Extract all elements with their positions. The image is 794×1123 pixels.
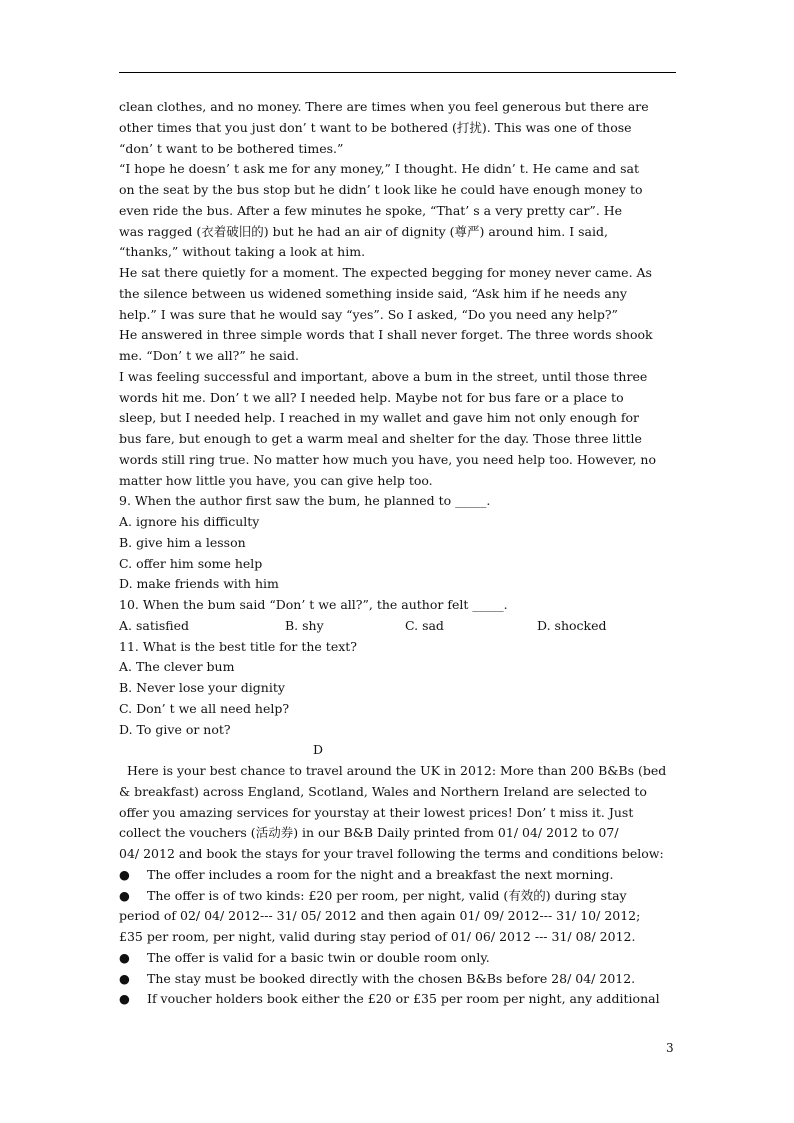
bullet-icon: ● xyxy=(119,970,130,986)
terms-item xyxy=(119,886,679,907)
passage-c xyxy=(119,97,679,491)
question-9 xyxy=(119,491,679,595)
terms-text: The offer is valid for a basic twin or double room only. xyxy=(147,949,490,965)
answer-option-c: C. Don’ t we all need help? xyxy=(119,700,290,716)
passage-line: sleep, but I needed help. I reached in my wallet and gave him not only enough for xyxy=(119,410,639,426)
answer-option-a: A. ignore his difficulty xyxy=(119,514,260,529)
passage-line: “thanks,” without taking a look at him. xyxy=(119,244,366,260)
intro-line: 04/ 2012 and book the stays for your travel following the terms and conditions below: xyxy=(119,846,664,861)
passage-line: was ragged (衣着破旧的) but he had an air of dignity (尊严) around him. I said, xyxy=(119,223,608,239)
answer-option-b: B. give him a lesson xyxy=(119,534,246,550)
question-stem: 11. What is the best title for the text? xyxy=(119,638,357,654)
answer-option-c: C. offer him some help xyxy=(119,555,263,571)
terms-text: The offer includes a room for the night and a breakfast the next morning. xyxy=(147,866,614,882)
terms-text: The stay must be booked directly with the chosen B&Bs before 28/ 04/ 2012. xyxy=(147,970,636,986)
passage-line: He sat there quietly for a moment. The expected begging for money never came. As xyxy=(119,265,652,280)
passage-line: clean clothes, and no money. There are times when you feel generous but there are xyxy=(119,99,649,114)
answer-option-b: B. shy xyxy=(285,617,324,633)
passage-line: He answered in three simple words that I shall never forget. The three words shook xyxy=(119,327,653,343)
terms-text: If voucher holders book either the £20 or £35 per room per night, any additional xyxy=(147,991,660,1007)
bullet-icon: ● xyxy=(119,887,130,903)
intro-line: & breakfast) across England, Scotland, Wales and Northern Ireland are selected to xyxy=(119,783,647,799)
passage-line: the silence between us widened something inside said, “Ask him if he needs any xyxy=(119,285,627,301)
answer-option-d: D. shocked xyxy=(537,617,607,633)
passage-line: on the seat by the bus stop but he didn’ t look like he could have enough money to xyxy=(119,182,643,197)
intro-line: offer you amazing services for yourstay at their lowest prices! Don’ t miss it. Just xyxy=(119,804,634,820)
passage-line: other times that you just don’ t want to be bothered (打扰). This was one of those xyxy=(119,119,632,135)
document-page xyxy=(119,97,679,1010)
answer-option-b: B. Never lose your dignity xyxy=(119,680,285,695)
passage-line: help.” I was sure that he would say “yes”. So I asked, “Do you need any help?” xyxy=(119,306,618,322)
passage-line: me. “Don’ t we all?” he said. xyxy=(119,348,299,363)
intro-line: Here is your best chance to travel around the UK in 2012: More than 200 B&Bs (bed xyxy=(119,763,667,778)
bullet-icon: ● xyxy=(119,991,130,1007)
bullet-icon: ● xyxy=(119,949,130,965)
question-stem: 10. When the bum said “Don’ t we all?”, the author felt _____. xyxy=(119,597,508,612)
passage-line: matter how little you have, you can give help too. xyxy=(119,472,433,488)
answer-option-d: D. make friends with him xyxy=(119,576,279,592)
question-stem: 9. When the author first saw the bum, he planned to _____. xyxy=(119,493,491,509)
terms-continuation: period of 02/ 04/ 2012--- 31/ 05/ 2012 and then again 01/ 09/ 2012--- 31/ 10/ 2012; xyxy=(119,908,641,924)
terms-text: The offer is of two kinds: £20 per room, per night, valid (有效的) during stay xyxy=(147,887,627,903)
passage-line: words hit me. Don’ t we all? I needed help. Maybe not for bus fare or a place to xyxy=(119,389,624,405)
terms-item xyxy=(119,969,679,990)
section-d xyxy=(119,740,679,1010)
section-heading: D xyxy=(313,742,324,758)
bullet-icon: ● xyxy=(119,866,130,882)
terms-item xyxy=(119,865,679,886)
terms-item xyxy=(119,989,679,1010)
passage-line: even ride the bus. After a few minutes he spoke, “That’ s a very pretty car”. He xyxy=(119,202,623,218)
answer-option-a: A. satisfied xyxy=(119,617,190,633)
passage-line: words still ring true. No matter how much you have, you need help too. However, no xyxy=(119,451,656,467)
question-11 xyxy=(119,637,679,741)
answer-option-d: D. To give or not? xyxy=(119,721,231,737)
answer-option-c: C. sad xyxy=(405,617,444,633)
intro-line: collect the vouchers (活动券) in our B&B Daily printed from 01/ 04/ 2012 to 07/ xyxy=(119,825,619,841)
header-rule xyxy=(119,72,676,73)
passage-line: I was feeling successful and important, above a bum in the street, until those three xyxy=(119,368,648,384)
page-number: 3 xyxy=(666,1041,674,1055)
terms-continuation: £35 per room, per night, valid during stay period of 01/ 06/ 2012 --- 31/ 08/ 2012. xyxy=(119,929,636,944)
answer-options-row xyxy=(119,616,679,637)
passage-line: “I hope he doesn’ t ask me for any money,” I thought. He didn’ t. He came and sat xyxy=(119,161,639,177)
passage-line: bus fare, but enough to get a warm meal and shelter for the day. Those three little xyxy=(119,431,642,446)
answer-option-a: A. The clever bum xyxy=(119,659,235,675)
question-10 xyxy=(119,595,679,637)
passage-line: “don’ t want to be bothered times.” xyxy=(119,140,344,156)
terms-item xyxy=(119,948,679,969)
